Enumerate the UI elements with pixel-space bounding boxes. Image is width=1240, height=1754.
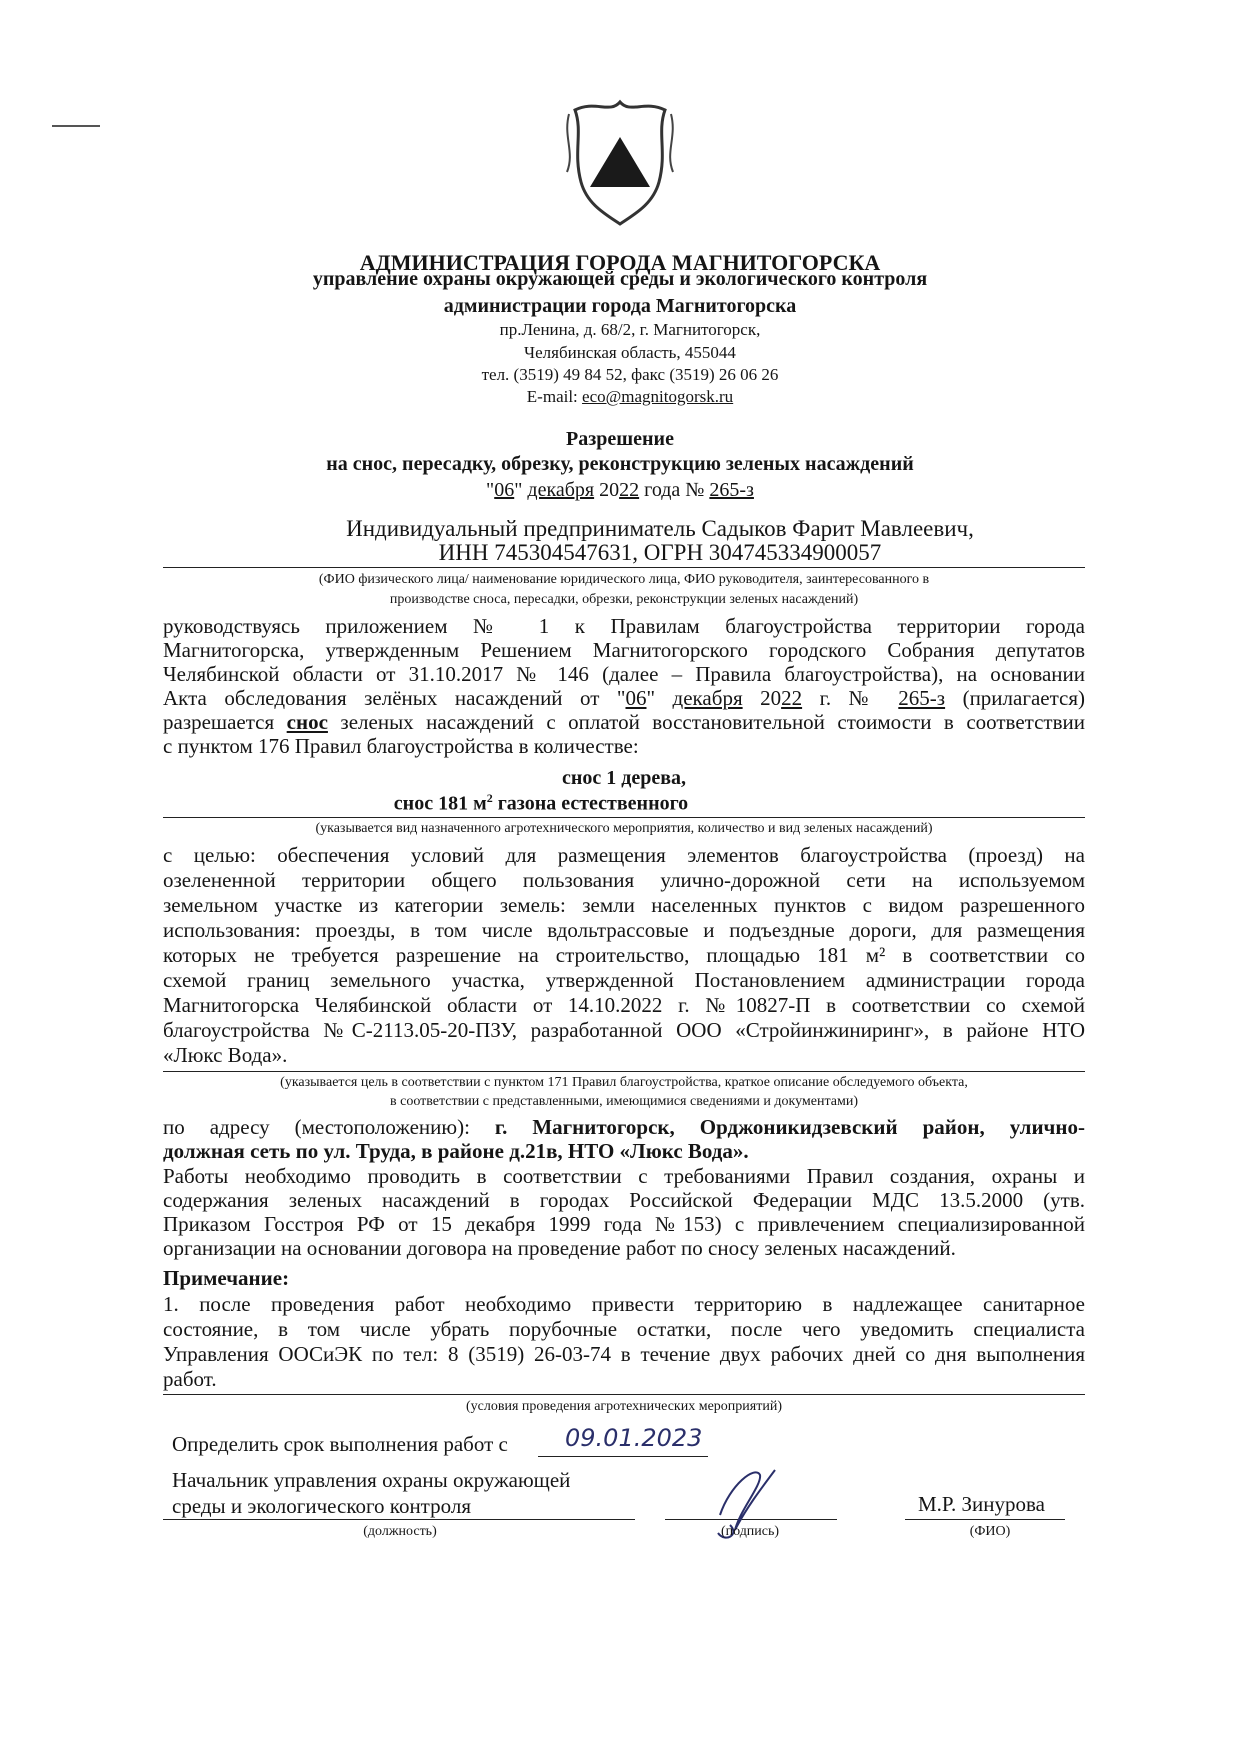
signatory-position-line2: среды и экологического контроля	[172, 1494, 471, 1518]
basis-line: Челябинской области от 31.10.2017 № 146 (далее – Правила благоустройства), на основании	[163, 662, 1085, 686]
requirements-line: организации на основании договора на проведение работ по сносу зеленых насаждений.	[163, 1236, 956, 1260]
note-caption: (условия проведения агротехнических мероприятий)	[466, 1399, 782, 1414]
deadline-underline	[538, 1456, 708, 1457]
applicant-caption2: производстве сноса, пересадки, обрезки, реконструкции зеленых насаждений)	[389, 592, 859, 607]
requirements-line: Приказом Госстроя РФ от 15 декабря 1999 года №153) с привлечением специализированной	[163, 1212, 1085, 1236]
requirements-line: Работы необходимо проводить в соответствии с требованиями Правил создания, охраны и	[163, 1164, 1085, 1188]
address-line1: пр.Ленина, д. 68/2, г. Магнитогорск,	[499, 320, 761, 339]
signatory-name: М.Р. Зинурова	[918, 1492, 1045, 1516]
document-title: Разрешение	[566, 428, 674, 450]
divider	[163, 817, 1085, 818]
purpose-caption1: (указывается цель в соответствии с пунктом 171 Правил благоустройства, краткое описание обследуемого объекта,	[280, 1075, 968, 1090]
basis-line: Магнитогорска, утвержденным Решением Магнитогорского городского Собрания депутатов	[163, 638, 1085, 662]
note-line: 1. после проведения работ необходимо привести территорию в надлежащее санитарное	[163, 1292, 1085, 1316]
address-line2: Челябинская область, 455044	[524, 343, 736, 362]
basis-line: Акта обследования зелёных насаждений от "06" декабря 2022 г. № 265-з (прилагается)	[163, 686, 1086, 710]
divider	[163, 1394, 1085, 1395]
scan-mark	[52, 125, 100, 127]
email-label: E-mail:	[526, 387, 583, 406]
quantity-caption: (указывается вид назначенного агротехнического мероприятия, количество и вид зеленых насаждений)	[315, 821, 933, 836]
note-line: Управления ООСиЭК по тел: 8 (3519) 26-03-74 в течение двух рабочих дней со дня выполнения	[163, 1342, 1085, 1366]
purpose-line: земельном участке из категории земель: земли населенных пунктов с видом разрешенного	[163, 893, 1085, 917]
triangle-icon	[590, 137, 650, 187]
name-underline	[905, 1519, 1065, 1520]
coat-of-arms-emblem	[555, 92, 685, 232]
applicant-line1: Индивидуальный предприниматель Садыков Фарит Мавлеевич,	[346, 516, 974, 541]
basis-line: разрешается снос зеленых насаждений с оплатой восстановительной стоимости в соответствии	[163, 710, 1085, 734]
divider	[163, 567, 1085, 568]
note-title: Примечание:	[163, 1266, 290, 1290]
deadline-label: Определить срок выполнения работ с	[172, 1432, 508, 1456]
location-line1: по адресу (местоположению): г. Магнитогорск, Орджоникидзевский район, улично-	[163, 1115, 1085, 1139]
document-date-number: "06" декабря 2022 года № 265-з	[486, 479, 754, 501]
signatory-position-line1: Начальник управления охраны окружающей	[172, 1468, 571, 1492]
caption-name: (ФИО)	[969, 1524, 1011, 1539]
purpose-line: схемой границ земельного участка, утвержденной Постановлением администрации города	[163, 968, 1085, 992]
purpose-line: использования: проезды, в том числе вдольтрассовые и подъездные дороги, для размещения	[163, 918, 1085, 942]
basis-line: с пунктом 176 Правил благоустройства в количестве:	[163, 734, 639, 758]
document-subtitle: на снос, пересадку, обрезку, реконструкцию зеленых насаждений	[326, 453, 914, 475]
purpose-line: «Люкс Вода».	[163, 1043, 288, 1067]
purpose-line: озелененной территории общего пользования улично-дорожной сети на используемом	[163, 868, 1085, 892]
basis-line: руководствуясь приложением № 1 к Правилам благоустройства территории города	[163, 614, 1085, 638]
quantity-line2: снос 181 $м^2$ газона естественного	[393, 791, 689, 815]
purpose-caption2: в соответствии с представленными, имеющимися сведениями и документами)	[390, 1094, 858, 1109]
purpose-line: Магнитогорска Челябинской области от 14.10.2022 г. №10827-П в соответствии со схемой	[163, 993, 1085, 1017]
caption-signature: (подпись)	[720, 1524, 780, 1539]
email-link[interactable]: eco@magnitogorsk.ru	[582, 387, 734, 406]
note-line: работ.	[163, 1367, 217, 1391]
handwritten-date: 09.01.2023	[565, 1424, 703, 1452]
applicant-caption1: (ФИО физического лица/ наименование юридического лица, ФИО руководителя, заинтересованного в	[318, 572, 930, 587]
dept-line1: управление охраны окружающей среды и экологического контроля	[312, 268, 928, 290]
purpose-line: с целью: обеспечения условий для размещения элементов благоустройства (проезд) на	[163, 843, 1085, 867]
applicant-line2: ИНН 745304547631, ОГРН 304745334900057	[438, 540, 882, 565]
org-title: АДМИНИСТРАЦИЯ ГОРОДА МАГНИТОГОРСКА	[359, 250, 881, 275]
note-line: состояние, в том числе убрать порубочные остатки, после чего уведомить специалиста	[163, 1317, 1085, 1341]
purpose-line: которых не требуется разрешение на строительство, площадью 181 м² в соответствии со	[163, 943, 1085, 967]
position-underline	[163, 1519, 635, 1520]
location-line2: должная сеть по ул. Труда, в районе д.21в, НТО «Люкс Вода».	[163, 1139, 749, 1163]
quantity-line1: снос 1 дерева,	[561, 767, 687, 789]
dept-line2: администрации города Магнитогорска	[443, 295, 797, 317]
phone-line: тел. (3519) 49 84 52, факс (3519) 26 06 26	[481, 365, 779, 384]
purpose-line: благоустройства №С-2113.05-20-ПЗУ, разработанной ООО «Стройинжиниринг», в районе НТО	[163, 1018, 1085, 1042]
caption-position: (должность)	[363, 1524, 437, 1539]
requirements-line: содержания зеленых насаждений в городах Российской Федерации МДС 13.5.2000 (утв.	[163, 1188, 1085, 1212]
divider	[163, 1071, 1085, 1072]
email-line	[330, 387, 930, 407]
